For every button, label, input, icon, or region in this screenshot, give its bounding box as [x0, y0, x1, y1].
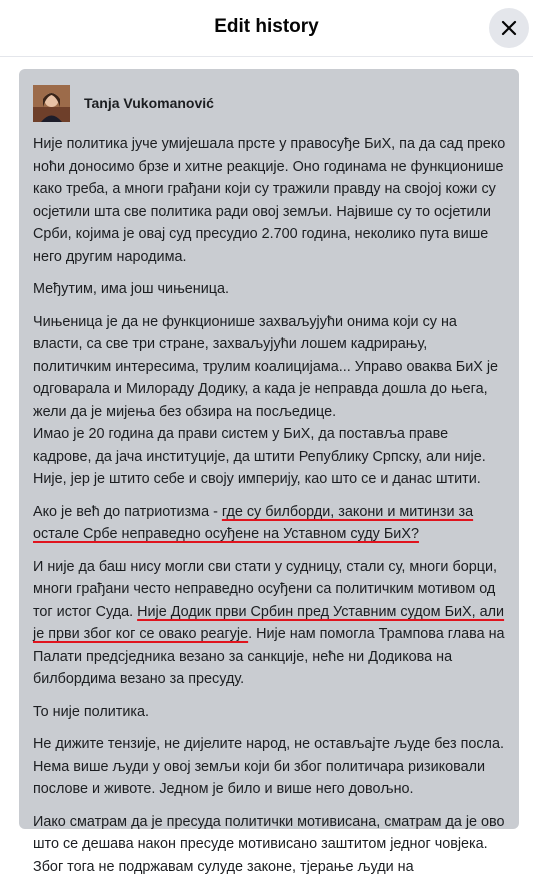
post-paragraph-part: Имао је 20 година да прави систем у БиХ, да поставља праве кадрове, да јача институције, да штити Републику Српску, али није. Није, јер је штито себе и своју империју, као што се и данас штити.: [33, 426, 486, 487]
post-paragraph-part: Чињеница је да не функционише захваљујући онима који су на власти, са све три стране, захваљујући лошем кадрирању, политичким интересима, трулим коалицијама... Управо оваква БиХ је одговарала и Милораду Додику, а када је неправда дошла до њега, жели да је мијења без обзира на посљедице.: [33, 313, 499, 420]
dialog-title: Edit history: [214, 16, 319, 37]
post-paragraph: Међутим, има још чињеница.: [33, 281, 230, 297]
author-name[interactable]: Tanja Vukomanović: [84, 95, 214, 111]
author-row: [33, 83, 214, 123]
post-text: И није да баш нису могли сви стати у судницу, стали су, многи борци, многи грађани често неправедно осуђени са политичким мотивом од тог истог Суда.: [33, 558, 497, 620]
close-icon: [501, 20, 517, 36]
post-text: Ако је већ до патриотизма -: [33, 503, 222, 520]
post-paragraph: Не дижите тензије, не дијелите народ, не остављајте људе без посла. Нема више људи у овој земљи који би због политичара ризиковали послове и животе. Једном је било и више него довољно.: [33, 736, 504, 797]
post-body: [33, 133, 509, 888]
underlined-text: где су билборди, закони и митинзи за остале Србе неправедно осуђене на Уставном суду БиХ?: [33, 503, 474, 542]
avatar[interactable]: [33, 85, 70, 122]
post-paragraph: [33, 556, 509, 691]
post-paragraph: [33, 501, 509, 546]
dialog-header: [0, 0, 533, 57]
post-paragraph: Иако сматрам да је пресуда политички мотивисана, сматрам да је ово што се дешава након пресуде мотивисано заштитом једног човјека. Због тога не подржавам сулуде законе, тјерање људи на: [33, 813, 505, 875]
post-paragraph: То није политика.: [33, 703, 150, 720]
post-paragraph: [33, 311, 509, 491]
post-paragraph: Није политика јуче умијешала прсте у правосуђе БиХ, па да сад преко ноћи доносимо брзе и хитне реакције. Оно годинама не функционише како треба, а многи грађани који су тражили правду на својој кожи су осјетили шта све политика ради овој земљи. Највише су то осјетили Срби, којима је овај суд пресудио 2.700 година, неколико пута више него другим народима.: [33, 136, 506, 265]
underlined-text: Није Додик први Србин пред Уставним судом БиХ, али је први због ког се овако реагује: [33, 603, 505, 642]
edit-history-card: [19, 69, 519, 875]
close-button[interactable]: [489, 8, 529, 48]
post-text: . Није нам помогла Трампова глава на Палати предсједника везано за санкције, неће ни Додикова на билбордима везано за пресуду.: [33, 626, 505, 687]
